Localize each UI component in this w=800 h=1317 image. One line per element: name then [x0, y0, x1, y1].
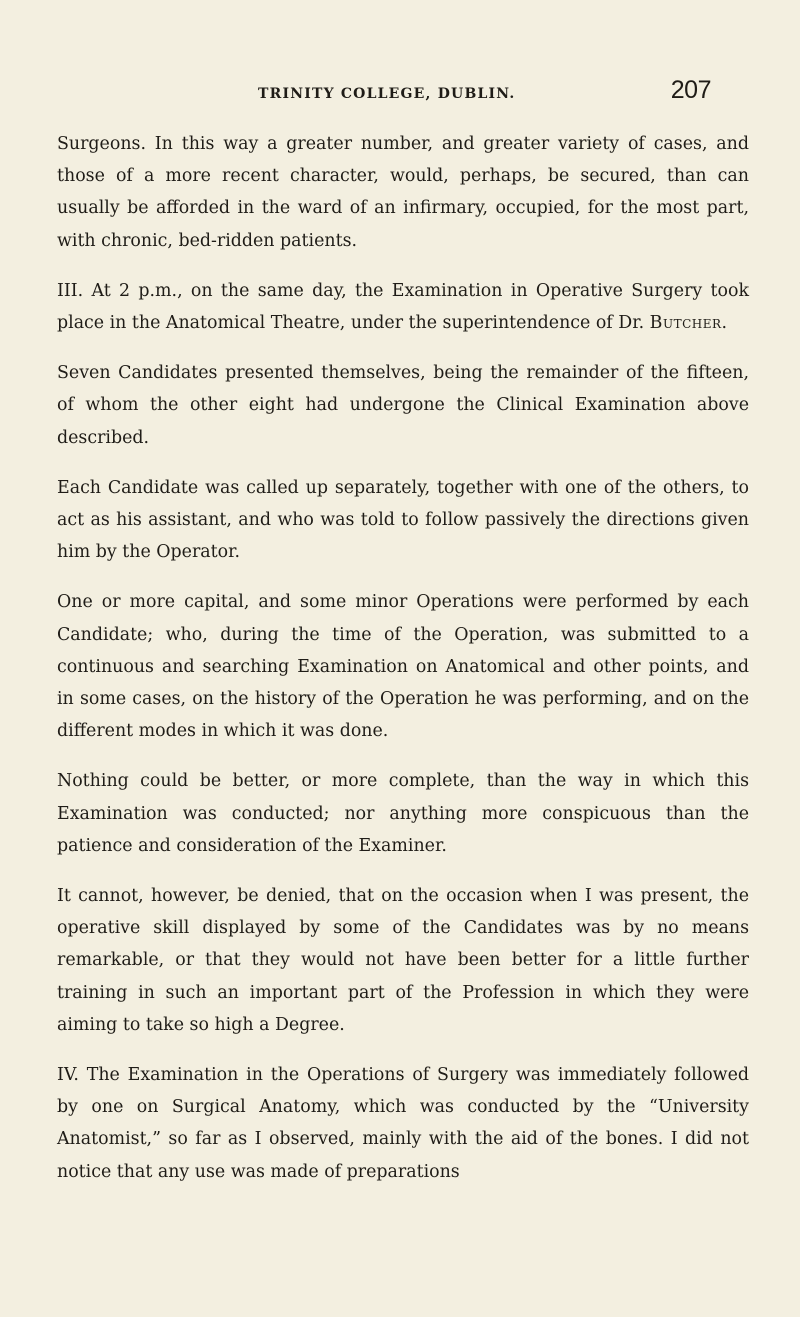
paragraph-2-text: III. At 2 p.m., on the same day, the Examination in Operative Surgery took place in the Anatomical Theatre, under the superintendence of Dr. [57, 280, 749, 334]
paragraph-6: Nothing could be better, or more complete, than the way in which this Examination was conducted; nor anything more conspicuous than the patience and consideration of the Examiner. [57, 771, 749, 856]
paragraph-1: Surgeons. In this way a greater number, and greater variety of cases, and those of a more recent character, would, perhaps, be secured, than can usually be afforded in the ward of an infirmary, occupied, for the most part, with chronic, bed-ridden patients. [57, 134, 749, 251]
paragraph-4: Each Candidate was called up separately, together with one of the others, to act as his assistant, and who was told to follow passively the directions given him by the Operator. [57, 477, 749, 563]
paragraph-3: Seven Candidates presented themselves, being the remainder of the fifteen, of whom the other eight had undergone the Clinical Examination above described. [57, 363, 749, 448]
running-title: TRINITY COLLEGE, DUBLIN. [258, 86, 516, 102]
paragraph-2 [57, 275, 749, 339]
paragraph-5: One or more capital, and some minor Operations were performed by each Candidate; who, during the time of the Operation, was submitted to a continuous and searching Examination on Anatomical and other points, and in some cases, on the history of the Operation he was performing, and on the different modes in which it was done. [57, 592, 749, 742]
paragraph-8: IV. The Examination in the Operations of Surgery was immediately followed by one on Surgical Anatomy, which was conducted by the “University Anatomist,” so far as I observed, mainly with the aid of the bones. I did not notice that any use was made of preparations [57, 1065, 749, 1182]
examiner-name: Butcher [649, 313, 722, 334]
paragraph-7: It cannot, however, be denied, that on the occasion when I was present, the operative skill displayed by some of the Candidates was by no means remarkable, or that they would not have been better for a little further training in such an important part of the Profession in which they were aiming to take so high a Degree. [57, 886, 749, 1035]
page-number: 207 [670, 76, 711, 104]
paragraph-2-end: . [721, 313, 728, 334]
page-body-text [57, 128, 749, 1188]
